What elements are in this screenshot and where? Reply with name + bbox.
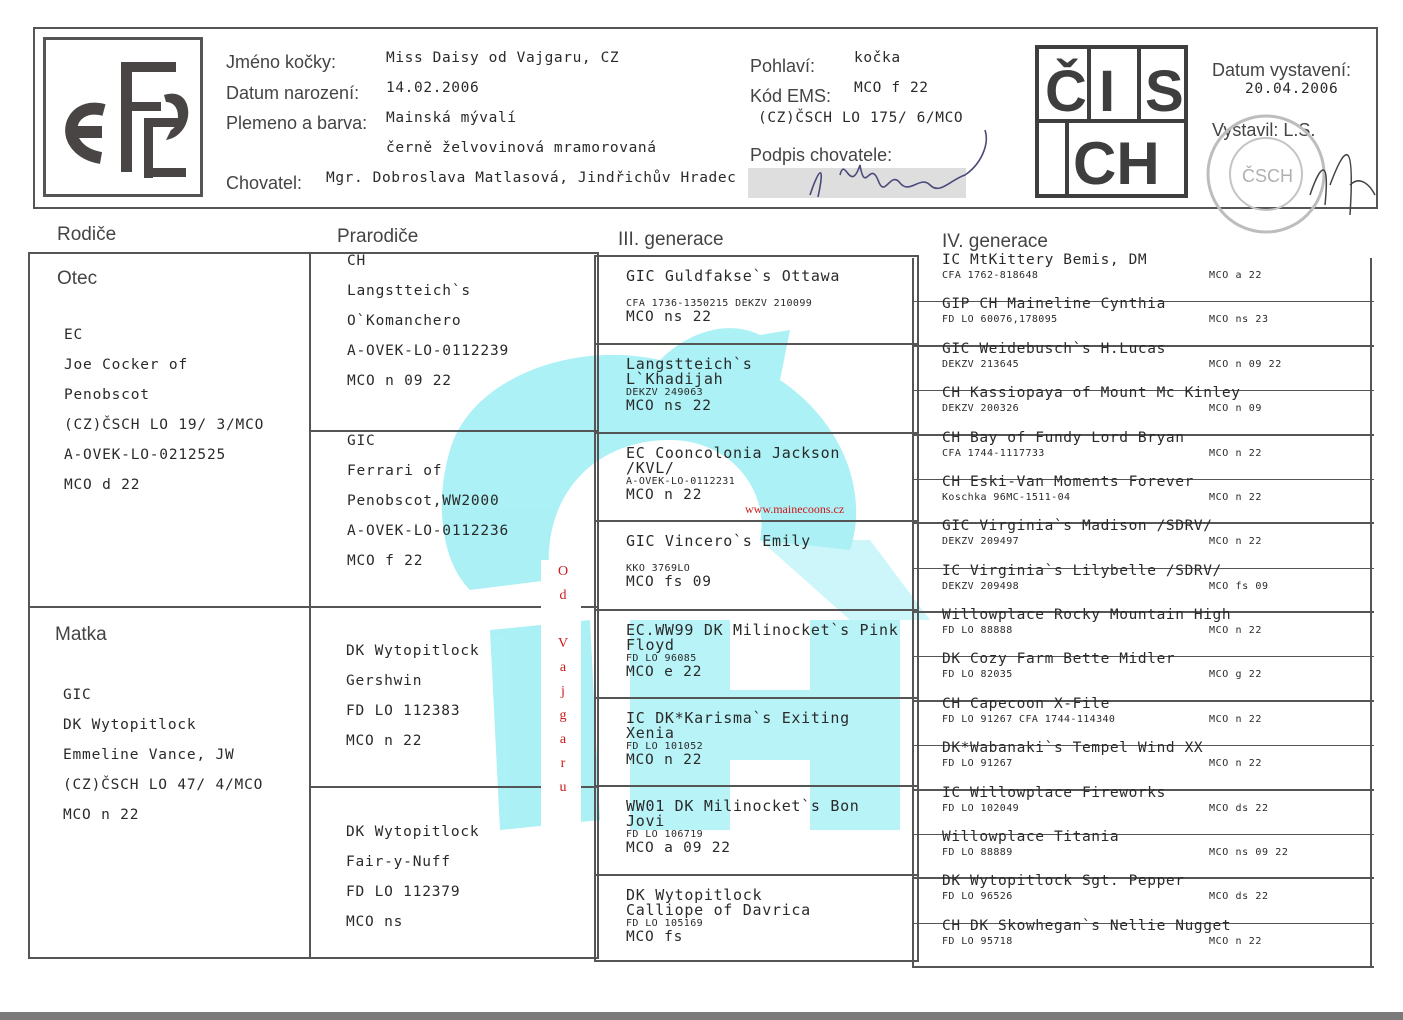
fourth-gen-registration: FD LO 60076,178095 <box>942 314 1058 326</box>
gen-third-header: III. generace <box>618 229 724 250</box>
mother-line: DK Wytopitlock <box>63 717 197 733</box>
third-gen-name: Xenia <box>626 723 675 742</box>
fourth-gen-ems: MCO n 22 <box>1209 935 1262 947</box>
breeder-label: Chovatel: <box>226 173 303 193</box>
parents-column <box>28 252 311 959</box>
third-gen-registration: DEKZV 249063 <box>626 387 704 399</box>
fourth-gen-name: DK Cozy Farm Bette Midler <box>942 651 1176 668</box>
fourth-gen-registration: CFA 1762-818648 <box>942 270 1039 281</box>
father-line: EC <box>64 327 84 343</box>
third-gen-registration: FD LO 101052 <box>626 740 704 752</box>
third-gen-cell <box>596 876 917 964</box>
fourth-gen-ems: MCO n 22 <box>1209 491 1262 503</box>
fourth-gen-ems: MCO n 09 <box>1209 403 1262 415</box>
stamp-text: ČSCH <box>1242 166 1294 186</box>
breed-label: Plemeno a barva: <box>226 113 368 133</box>
fourth-gen-registration: DEKZV 209498 <box>942 580 1020 592</box>
name-label: Jméno kočky: <box>226 52 337 72</box>
mother-details <box>63 680 263 830</box>
mark-letter: u <box>559 780 567 795</box>
fourth-gen-registration: DEKZV 213645 <box>942 358 1020 370</box>
gp-line: Langstteich`s <box>347 283 471 299</box>
third-gen-registration: KKO 3769LO <box>626 563 691 575</box>
mother-label: Matka <box>55 624 107 645</box>
fife-logo-icon <box>46 40 200 194</box>
breeder-vertical-mark <box>556 560 570 800</box>
third-gen-cell <box>596 522 917 610</box>
mark-letter: r <box>560 756 566 771</box>
gp-line: GIC <box>347 433 376 449</box>
svg-text:S: S <box>1145 59 1184 124</box>
sex-value: kočka <box>854 50 901 66</box>
third-gen-name: IC DK*Karisma`s Exiting <box>626 708 850 727</box>
third-gen-name: Calliope of Davrica <box>626 900 811 919</box>
fourth-gen-registration: FD LO 88888 <box>942 625 1013 636</box>
third-gen-name: WW01 DK Milinocket`s Bon <box>626 797 860 816</box>
third-gen-registration: CFA 1736-1350215 DEKZV 210099 <box>626 298 813 309</box>
fourth-gen-registration: DEKZV 209497 <box>942 536 1020 548</box>
fourth-gen-ems: MCO n 22 <box>1209 536 1262 548</box>
grandparent-cell <box>347 246 509 396</box>
fourth-gen-name: CH Capecoon X-File <box>942 695 1110 712</box>
fourth-gen-ems: MCO n 22 <box>1209 625 1262 636</box>
fourth-gen-name: Willowplace Titania <box>942 828 1120 845</box>
fourth-gen-name: CH Bay of Fundy Lord Bryan <box>942 429 1185 446</box>
third-gen-ems: MCO ns 22 <box>626 398 712 415</box>
fourth-gen-ems: MCO ns 23 <box>1209 314 1269 326</box>
gp-line: Ferrari of <box>347 463 443 479</box>
mark-gap <box>556 608 570 632</box>
fourth-gen-row <box>914 917 1374 968</box>
gp-line: MCO n 09 22 <box>347 373 452 389</box>
fourth-gen-column <box>912 252 1372 968</box>
gp-line: O`Komanchero <box>347 313 462 329</box>
third-gen-cell <box>596 699 917 787</box>
fourth-gen-ems: MCO n 22 <box>1209 758 1262 770</box>
gp-line: Penobscot,WW2000 <box>347 493 500 509</box>
fourth-gen-registration: FD LO 96526 <box>942 891 1013 903</box>
fourth-gen-name: GIC Weidebusch`s H.Lucas <box>942 340 1166 357</box>
mark-letter: a <box>559 660 567 675</box>
mark-letter: O <box>557 564 569 579</box>
gp-line: Fair-y-Nuff <box>346 854 451 870</box>
fourth-gen-registration: FD LO 91267 CFA 1744-114340 <box>942 713 1116 725</box>
fourth-gen-name: CH Eski-Van Moments Forever <box>942 473 1194 490</box>
father-line: (CZ)ČSCH LO 19/ 3/MCO <box>64 417 265 433</box>
fourth-gen-ems: MCO ds 22 <box>1209 891 1269 903</box>
issued-by-label: Vystavil: L.S. <box>1212 120 1316 140</box>
fourth-gen-ems: MCO fs 09 <box>1209 580 1269 592</box>
third-gen-name: Langstteich`s <box>626 355 753 374</box>
third-gen-registration: A-OVEK-LO-0112231 <box>626 475 736 487</box>
breeder-value: Mgr. Dobroslava Matlasová, Jindřichův Hradec <box>326 170 737 186</box>
father-label: Otec <box>57 268 98 289</box>
third-gen-name: DK Wytopitlock <box>626 885 763 904</box>
third-gen-name: GIC Vincero`s Emily <box>626 532 811 551</box>
mother-line: Emmeline Vance, JW <box>63 747 235 763</box>
cat-name: Miss Daisy od Vajgaru, CZ <box>386 50 620 66</box>
mark-letter: V <box>557 636 569 651</box>
fourth-gen-registration: FD LO 88889 <box>942 846 1013 858</box>
third-gen-name: EC.WW99 DK Milinocket`s Pink <box>626 620 899 639</box>
mark-letter: d <box>559 588 567 603</box>
gp-line: DK Wytopitlock <box>346 643 480 659</box>
gp-line: MCO f 22 <box>347 553 424 569</box>
father-line: Joe Cocker of <box>64 357 188 373</box>
svg-text:CH: CH <box>1073 130 1160 194</box>
csch-logo-icon <box>1039 49 1184 194</box>
mark-letter: a <box>559 732 567 747</box>
registration-value: (CZ)ČSCH LO 175/ 6/MCO <box>758 110 964 126</box>
parents-divider <box>30 606 309 608</box>
third-gen-column <box>594 255 919 962</box>
third-gen-ems: MCO n 22 <box>626 486 703 503</box>
issuer-signature <box>1300 125 1380 225</box>
gen-grandparents-header: Prarodiče <box>337 226 419 247</box>
third-gen-name: GIC Guldfakse`s Ottawa <box>626 267 841 285</box>
third-gen-cell <box>596 787 917 875</box>
gp-line: DK Wytopitlock <box>346 824 480 840</box>
fourth-gen-registration: Koschka 96MC-1511-04 <box>942 491 1071 503</box>
third-gen-registration: FD LO 105169 <box>626 917 704 929</box>
svg-text:I: I <box>1099 59 1116 124</box>
third-gen-name: Jovi <box>626 812 665 831</box>
gp-line: A-OVEK-LO-0112239 <box>347 343 510 359</box>
issued-date: 20.04.2006 <box>1245 81 1339 97</box>
third-gen-cell <box>596 345 917 433</box>
ems-label: Kód EMS: <box>750 86 832 106</box>
fourth-gen-name: Willowplace Rocky Mountain High <box>942 607 1232 623</box>
fourth-gen-ems: MCO n 22 <box>1209 447 1262 459</box>
fourth-gen-registration: FD LO 95718 <box>942 935 1013 947</box>
third-gen-name: L`Khadijah <box>626 370 724 389</box>
grandparent-cell <box>346 817 479 937</box>
fourth-gen-name: DK Wytopitlock Sgt. Pepper <box>942 873 1185 890</box>
fourth-gen-name: CH DK Skowhegan`s Nellie Nugget <box>942 917 1232 934</box>
sex-label: Pohlaví: <box>750 56 816 76</box>
fourth-gen-ems: MCO n 22 <box>1209 713 1262 725</box>
fourth-gen-registration: DEKZV 200326 <box>942 403 1020 415</box>
fourth-gen-name: IC MtKittery Bemis, DM <box>942 252 1148 268</box>
gp-line: MCO n 22 <box>346 733 423 749</box>
mother-line: GIC <box>63 687 92 703</box>
third-gen-ems: MCO a 09 22 <box>626 840 731 857</box>
mark-letter: g <box>559 708 567 723</box>
fourth-gen-ems: MCO ds 22 <box>1209 802 1269 814</box>
breeder-signature <box>790 125 1000 205</box>
signature-label: Podpis chovatele: <box>750 145 893 165</box>
issued-label: Datum vystavení: <box>1212 60 1352 80</box>
third-gen-cell <box>596 257 917 345</box>
fourth-gen-name: IC Virginia`s Lilybelle /SDRV/ <box>942 562 1222 579</box>
mark-letter: j <box>561 684 565 699</box>
gp-line: FD LO 112379 <box>346 884 461 900</box>
birth-label: Datum narození: <box>226 83 360 103</box>
mother-line: MCO n 22 <box>63 807 140 823</box>
gp-line: MCO ns <box>346 914 404 930</box>
fourth-gen-name: DK*Wabanaki`s Tempel Wind XX <box>942 740 1204 757</box>
fourth-gen-ems: MCO ns 09 22 <box>1209 846 1289 858</box>
third-gen-registration: FD LO 106719 <box>626 829 704 841</box>
third-gen-name: /KVL/ <box>626 458 675 477</box>
fourth-gen-registration: CFA 1744-1117733 <box>942 447 1045 459</box>
third-gen-ems: MCO n 22 <box>626 751 703 768</box>
third-gen-name: Floyd <box>626 635 675 654</box>
third-gen-ems: MCO fs 09 <box>626 574 712 591</box>
fourth-gen-ems: MCO a 22 <box>1209 270 1262 281</box>
fourth-gen-registration: FD LO 82035 <box>942 669 1013 681</box>
gp-line: FD LO 112383 <box>346 703 461 719</box>
third-gen-ems: MCO e 22 <box>626 663 703 680</box>
fourth-gen-name: IC Willowplace Fireworks <box>942 784 1166 801</box>
fourth-gen-ems: MCO g 22 <box>1209 669 1262 681</box>
fourth-gen-name: GIP CH Maineline Cynthia <box>942 296 1166 313</box>
fourth-gen-registration: FD LO 91267 <box>942 758 1013 770</box>
birth-date: 14.02.2006 <box>386 80 480 96</box>
gp-line: CH <box>347 253 367 269</box>
breed-value: Mainská mývalí <box>386 110 517 126</box>
father-details <box>64 320 264 500</box>
third-gen-registration: FD LO 96085 <box>626 652 697 664</box>
gen-fourth-header: IV. generace <box>942 231 1048 252</box>
svg-text:Č: Č <box>1045 59 1087 124</box>
website-link[interactable]: www.mainecoons.cz <box>745 502 845 516</box>
father-line: Penobscot <box>64 387 150 403</box>
mother-line: (CZ)ČSCH LO 47/ 4/MCO <box>63 777 264 793</box>
fourth-gen-ems: MCO n 09 22 <box>1209 358 1282 370</box>
third-gen-ems: MCO ns 22 <box>626 309 712 325</box>
fourth-gen-name: GIC Virginia`s Madison /SDRV/ <box>942 518 1213 535</box>
fourth-gen-name: CH Kassiopaya of Mount Mc Kinley <box>942 385 1241 402</box>
grandparent-cell <box>347 426 509 576</box>
father-line: MCO d 22 <box>64 477 141 493</box>
gen-parents-header: Rodiče <box>57 224 117 245</box>
father-line: A-OVEK-LO-0212525 <box>64 447 227 463</box>
csch-logo <box>1035 45 1188 198</box>
fourth-gen-registration: FD LO 102049 <box>942 802 1020 814</box>
fife-logo <box>43 37 203 197</box>
ems-value: MCO f 22 <box>854 80 929 96</box>
gp-line: A-OVEK-LO-0112236 <box>347 523 510 539</box>
color-value: černě želvovinová mramorovaná <box>386 140 657 156</box>
gp-line: Gershwin <box>346 673 423 689</box>
page-bottom-edge <box>0 1012 1403 1020</box>
grandparent-cell <box>346 636 479 756</box>
third-gen-ems: MCO fs <box>626 928 684 945</box>
third-gen-cell <box>596 611 917 699</box>
third-gen-name: EC Cooncolonia Jackson <box>626 443 841 462</box>
